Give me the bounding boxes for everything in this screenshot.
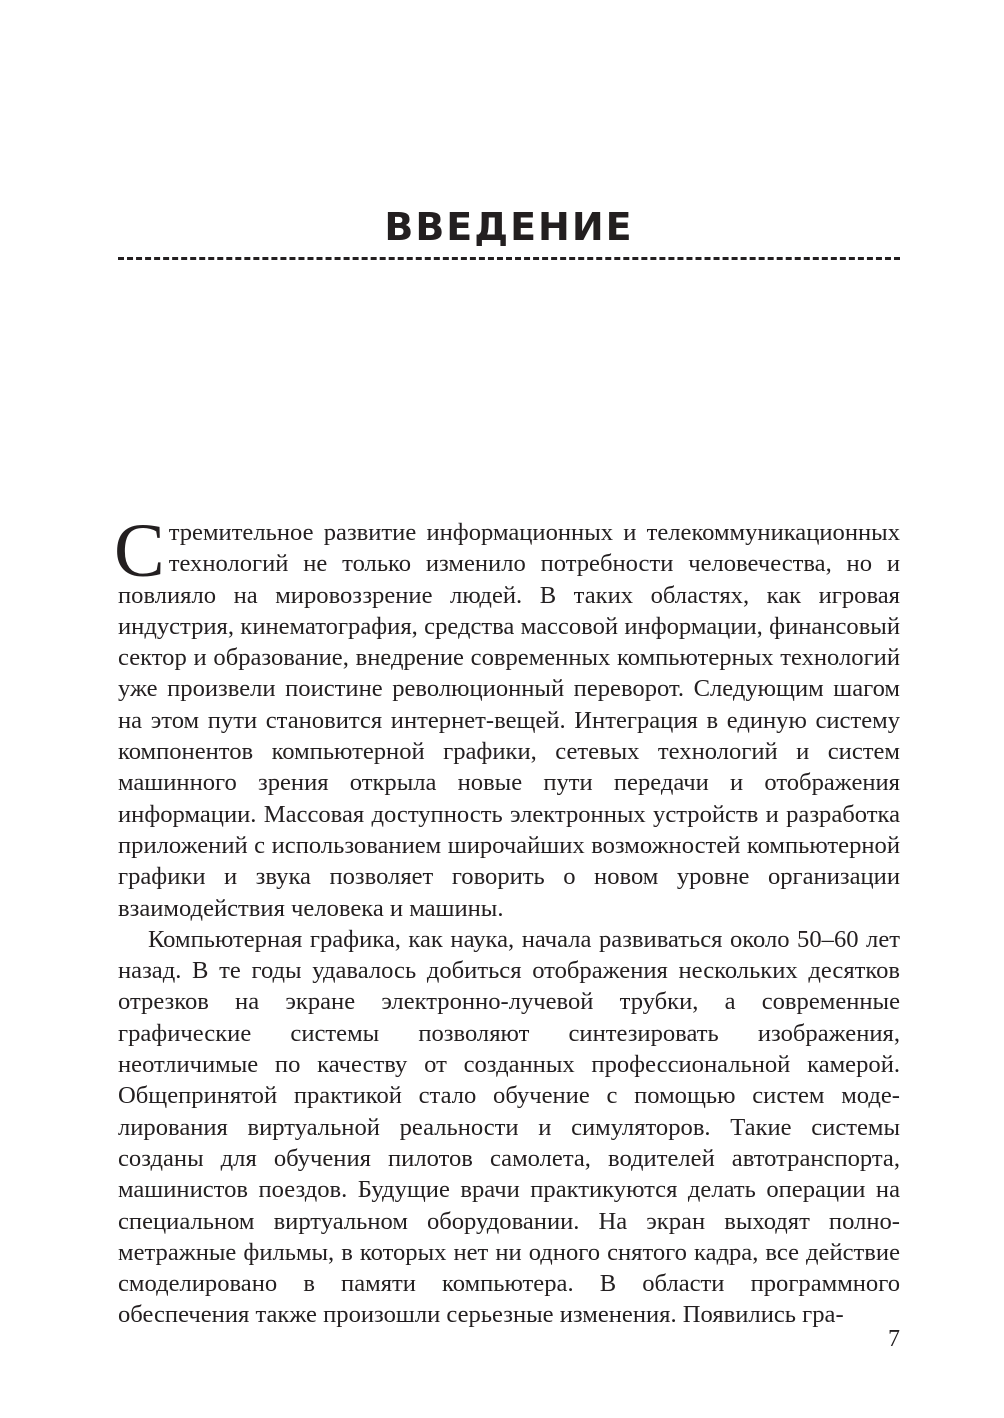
body-text <box>114 509 900 1331</box>
chapter-title: ВВЕДЕНИЕ <box>384 205 634 249</box>
paragraph-1 <box>114 509 900 924</box>
title-dashed-divider <box>118 257 900 260</box>
paragraph-2: Компьютерная графика, как наука, начала развиваться около 50–60 лет назад. В те годы удавалось добиться отображения нескольких десятков отрезков на экране электронно-лучевой трубки, а современные графические системы позволяют синтезировать изображения, неотличимые по качеству от созданных профессиональной камерой. Общепринятой практикой стало обучение с помощью систем моделирования виртуальной реальности и симуляторов. Такие системы созданы для обучения пилотов самолета, водителей автотранспорта, машинистов поездов. Будущие врачи практикуются делать операции на специальном виртуальном оборудовании. На экран выходят полнометражные фильмы, в которых нет ни одного снятого кадра, все действие смоделировано в памяти компьютера. В области программного обеспечения также произошли серьезные изменения. Появились гра- <box>118 925 900 1329</box>
page-number: 7 <box>888 1326 900 1352</box>
paragraph-1-text: тремительное развитие информационных и телекоммуникационных технологий не только изменило потребности человечества, но и повлияло на мировоззрение людей. В таких областях, как игровая индустрия, кинематография, средства массовой информации, финансовый сектор и образование, внедрение современных компьютерных технологий уже произвели поистине революционный переворот. Следующим шагом на этом пути становится интернет-вещей. Интеграция в единую систему компонентов компьютерной графики, сетевых технологий и систем машинного зрения открыла новые пути передачи и отображения информации. Массовая доступность электронных устройств и разработка приложений с использованием широчайших возможностей компьютерной графики и звука позволяет говорить о новом уровне организации взаимодействия человека и машины. <box>118 519 900 922</box>
drop-cap-letter: С <box>114 509 165 593</box>
